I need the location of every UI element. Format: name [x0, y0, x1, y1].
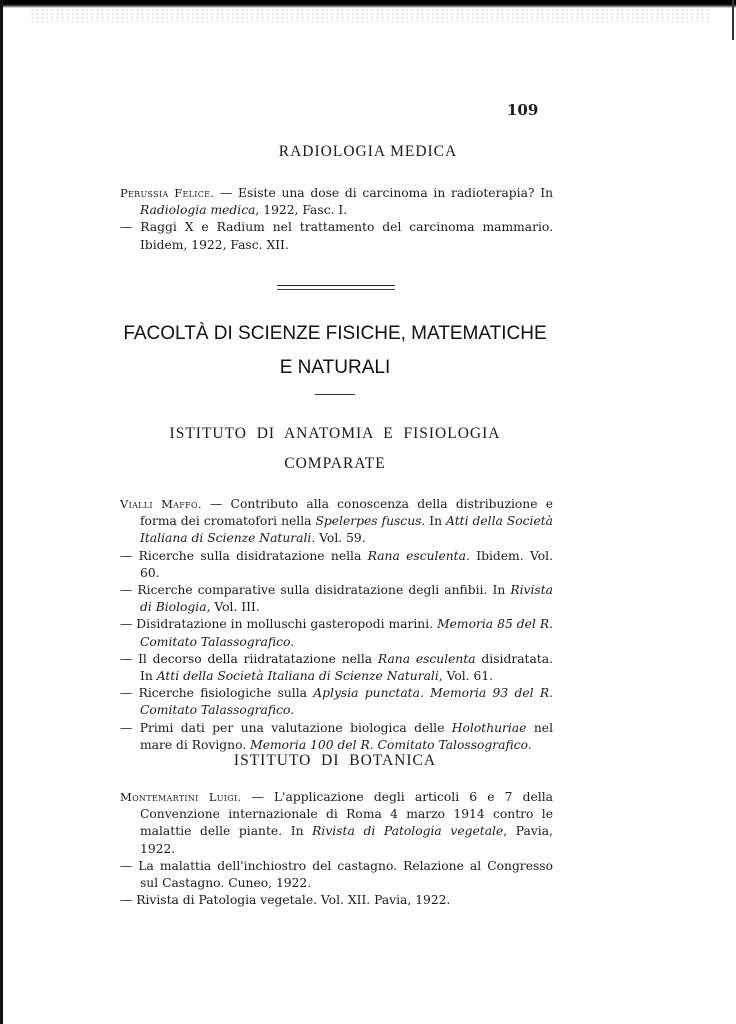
section-divider	[277, 285, 395, 290]
entry-text: — Ricerche fisiologiche sulla	[120, 686, 314, 701]
bibliography-entry	[120, 858, 553, 892]
faculty-title-line2: E NATURALI	[279, 357, 391, 378]
entry-text: — La malattia dell'inchiostro del castagno. Relazione al Congresso sul Castagno. Cuneo, 1922.	[120, 858, 553, 891]
entry-text: disidratata. In	[140, 651, 553, 684]
bibliography-entry	[120, 219, 553, 253]
bibliography-entry	[120, 496, 553, 548]
short-divider	[315, 394, 355, 395]
entry-text: — Il decorso della riidratatazione nella	[120, 651, 378, 666]
scan-right-border	[732, 0, 734, 40]
entry-italic-text: Rivista di Patologia vegetale	[312, 824, 504, 839]
entry-text: , Pavia, 1922.	[140, 824, 553, 856]
entry-author: Perussia Felice.	[120, 186, 215, 200]
entry-text: — Primi dati per una valutazione biologica delle	[120, 720, 452, 735]
entry-italic-text: Spelerpes fuscus	[315, 514, 422, 529]
section-title-botanica: ISTITUTO DI BOTANICA	[233, 752, 437, 769]
entry-italic-text: Aplysia punctata. Memoria 93 del R. Comitato Talassografico.	[140, 686, 553, 718]
entry-text: — Contributo alla conoscenza della distribuzione e forma dei cromatofori nella	[140, 497, 553, 529]
section-title-anatomia-line1: ISTITUTO DI ANATOMIA E FISIOLOGIA	[169, 425, 501, 442]
entry-text: , Vol. 61.	[438, 669, 494, 684]
bibliography-entry	[120, 616, 553, 650]
entry-text: — Esiste una dose di carcinoma in radioterapia? In	[214, 186, 554, 200]
entry-text: . In	[421, 514, 447, 529]
entry-text: , 1922, Fasc. I.	[255, 203, 348, 218]
bibliography-entry	[120, 651, 553, 685]
entry-text: — Rivista di Patologia vegetale. Vol. XII. Pavia, 1922.	[120, 893, 451, 908]
bibliography-entry	[120, 185, 553, 219]
entries-anatomia	[120, 496, 553, 754]
faculty-title-line1: FACOLTÀ DI SCIENZE FISICHE, MATEMATICHE	[123, 323, 547, 344]
section-title-anatomia-line2: COMPARATE	[284, 455, 386, 472]
bibliography-entry	[120, 548, 553, 582]
entry-text: . Vol. 59.	[311, 531, 366, 546]
entry-text: nel mare di Rovigno.	[140, 720, 554, 752]
scan-noise	[30, 8, 710, 22]
entry-text: — Ricerche comparative sulla disidratazione degli anfibii. In	[120, 583, 511, 598]
entry-italic-text: Radiologia medica	[140, 203, 256, 218]
entry-text: — Raggi X e Radium nel trattamento del carcinoma mammario. Ibidem, 1922, Fasc. XII.	[120, 220, 553, 252]
bibliography-entry	[120, 720, 553, 754]
entry-author: Vialli Maffo.	[120, 497, 202, 511]
entry-text: , Vol. III.	[206, 600, 260, 615]
entry-italic-text: Rana esculenta	[367, 548, 466, 563]
scan-top-border	[0, 0, 736, 8]
bibliography-entry	[120, 789, 553, 858]
entries-botanica	[120, 789, 553, 909]
entry-italic-text: Memoria 100 del R. Comitato Talossografico.	[250, 737, 532, 752]
entry-italic-text: Rivista di Biologia	[140, 583, 553, 615]
bibliography-entry	[120, 685, 553, 719]
entry-text: . Ibidem. Vol. 60.	[140, 548, 553, 580]
entry-text: — Disidratazione in molluschi gasteropodi marini.	[120, 617, 438, 632]
entries-radiologia	[120, 185, 553, 254]
section-title-radiologia: RADIOLOGIA MEDICA	[278, 143, 458, 160]
entry-author: Montemartini Luigi.	[120, 790, 242, 804]
bibliography-entry	[120, 582, 553, 616]
entry-italic-text: Atti della Società Italiana di Scienze Naturali	[156, 669, 439, 684]
entry-italic-text: Memoria 85 del R. Comitato Talassografico.	[140, 617, 554, 649]
entry-italic-text: Rana esculenta	[377, 651, 476, 666]
entry-text: — L'applicazione degli articoli 6 e 7 della Convenzione internazionale di Roma 4 marzo 1914 contro le malattie delle piante. In	[140, 790, 554, 839]
entry-text: — Ricerche sulla disidratazione nella	[120, 548, 368, 563]
bibliography-entry	[120, 892, 553, 909]
entry-italic-text: Holothuriae	[451, 720, 527, 735]
page-number: 109	[507, 101, 539, 119]
entry-italic-text: Atti della Società Italiana di Scienze Naturali	[140, 514, 553, 546]
